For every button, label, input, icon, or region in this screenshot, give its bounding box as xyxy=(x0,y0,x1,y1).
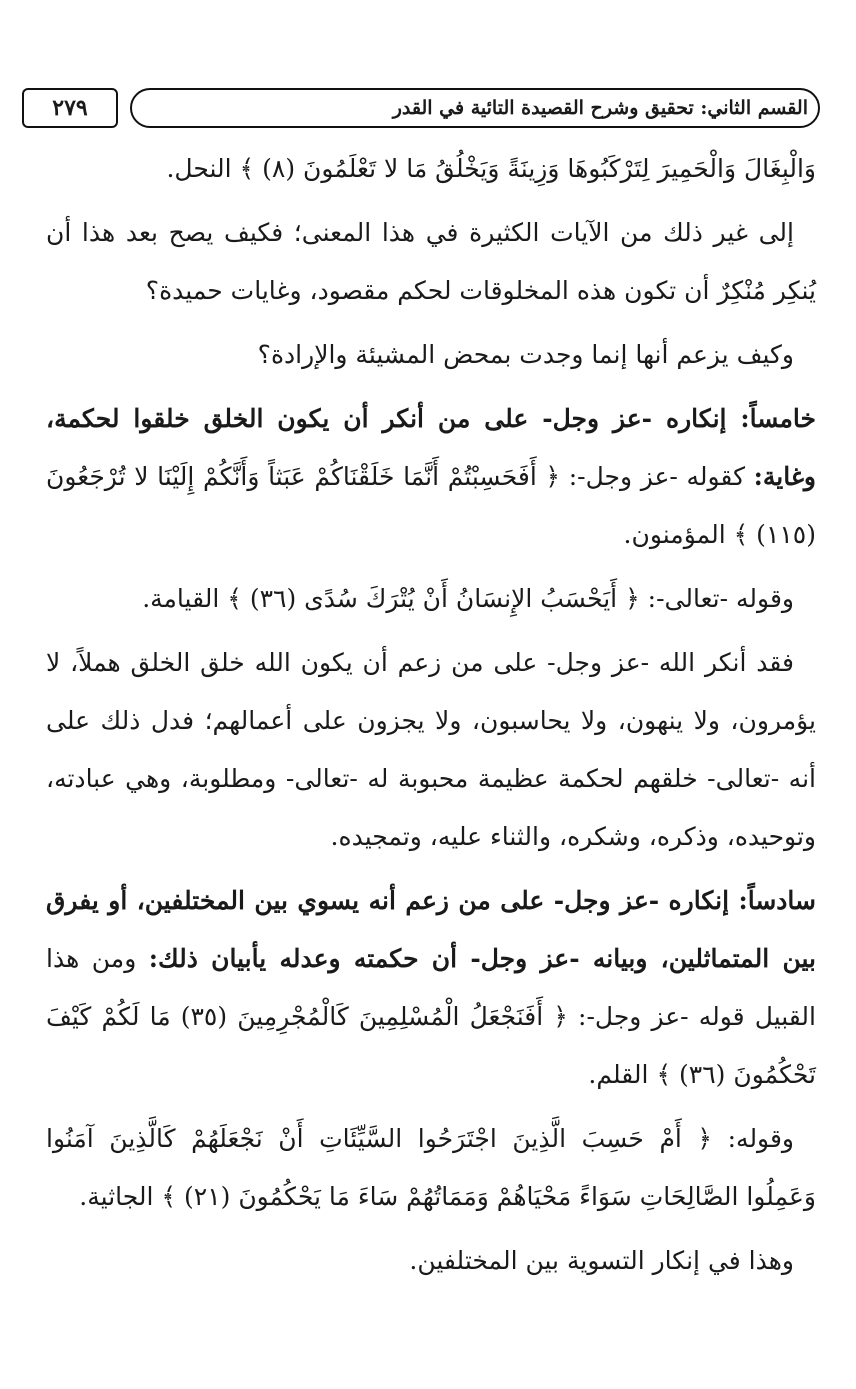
paragraph: إلى غير ذلك من الآيات الكثيرة في هذا المعنى؛ فكيف يصح بعد هذا أن يُنكِر مُنْكِرٌ أن تكون هذه المخلوقات لحكم مقصود، وغايات حميدة؟ xyxy=(46,218,816,305)
paragraph: فقد أنكر الله -عز وجل- على من زعم أن يكون الله خلق الخلق هملاً، لا يؤمرون، ولا ينهون، ولا يحاسبون، ولا يجزون على أعمالهم؛ فدل ذلك على أنه -تعالى- خلقهم لحكمة عظيمة محبوبة له -تعالى- ومطلوبة، وهي عبادته، وتوحيده، وذكره، وشكره، والثناء عليه، وتمجيده. xyxy=(46,648,816,851)
section-sixth xyxy=(46,872,816,1104)
paragraph: وقوله: ﴿ أَمْ حَسِبَ الَّذِينَ اجْتَرَحُوا السَّيِّئَاتِ أَنْ نَجْعَلَهُمْ كَالَّذِينَ آمَنُوا وَعَمِلُوا الصَّالِحَاتِ سَوَاءً مَحْيَاهُمْ وَمَمَاتُهُمْ سَاءَ مَا يَحْكُمُونَ (٢١) ﴾ الجاثية. xyxy=(46,1124,816,1211)
running-title: القسم الثاني: تحقيق وشرح القصيدة التائية في القدر xyxy=(130,88,820,128)
paragraph: وقوله -تعالى-: ﴿ أَيَحْسَبُ الإِنسَانُ أَنْ يُتْرَكَ سُدًى (٣٦) ﴾ القيامة. xyxy=(142,584,794,613)
paragraph: وكيف يزعم أنها إنما وجدت بمحض المشيئة والإرادة؟ xyxy=(257,340,794,369)
section-heading: خامساً: إنكاره -عز وجل- على من أنكر أن يكون الخلق خلقوا لحكمة، وغاية: xyxy=(46,404,816,491)
section-fifth xyxy=(46,390,816,564)
paragraph: وهذا في إنكار التسوية بين المختلفين. xyxy=(409,1246,794,1275)
page-number: ٢٧٩ xyxy=(22,88,118,128)
section-heading: سادساً: إنكاره -عز وجل- على من زعم أنه يسوي بين المختلفين، أو يفرق بين المتماثلين، وبيانه -عز وجل- أن حكمته وعدله يأبيان ذلك: xyxy=(46,886,816,973)
section-text: كقوله -عز وجل-: ﴿ أَفَحَسِبْتُمْ أَنَّمَا خَلَقْنَاكُمْ عَبَثاً وَأَنَّكُمْ إِلَيْنَا لا تُرْجَعُونَ (١١٥) ﴾ المؤمنون. xyxy=(46,462,816,549)
page-header xyxy=(22,88,820,130)
verse-continuation: وَالْبِغَالَ وَالْحَمِيرَ لِتَرْكَبُوهَا وَزِينَةً وَيَخْلُقُ مَا لا تَعْلَمُونَ (٨) ﴾ النحل. xyxy=(166,154,816,183)
section-text: ومن هذا القبيل قوله -عز وجل-: ﴿ أَفَنَجْعَلُ الْمُسْلِمِينَ كَالْمُجْرِمِينَ (٣٥) مَا لَكُمْ كَيْفَ تَحْكُمُونَ (٣٦) ﴾ القلم. xyxy=(46,944,816,1089)
page-body xyxy=(46,140,816,1296)
